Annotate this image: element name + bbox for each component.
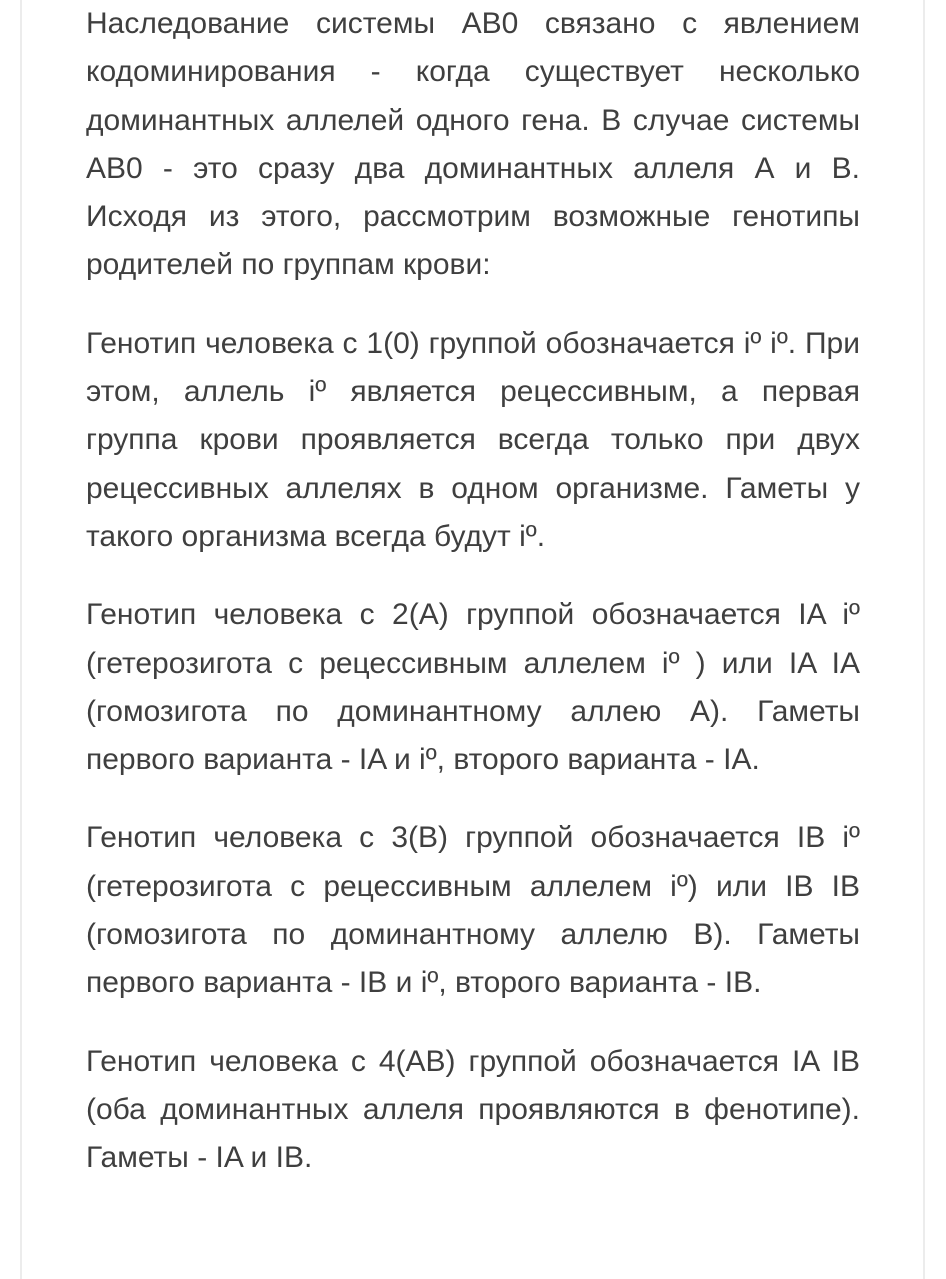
paragraph-group-2: Генотип человека с 2(A) группой обозначается IA iº (гетерозигота с рецессивным аллелем iº ) или IA IA (гомозигота по доминантному аллею А). Гаметы первого варианта - IA и iº, второго варианта - IA. bbox=[86, 598, 860, 777]
paragraph-group-1: Генотип человека с 1(0) группой обозначается iº iº. При этом, аллель iº является рецессивным, а первая группа крови проявляется всегда только при двух рецессивных аллелях в одном организме. Гаметы у такого организма всегда будут iº. bbox=[86, 326, 860, 553]
article-body bbox=[86, 0, 860, 1183]
paragraph-group-3: Генотип человека с 3(B) группой обозначается IB iº (гетерозигота с рецессивным аллелем iº) или IB IB (гомозигота по доминантному аллелю В). Гаметы первого варианта - IB и iº, второго варианта - IB. bbox=[86, 821, 860, 1000]
paragraph-group-4: Генотип человека с 4(AB) группой обозначается IA IB (оба доминантных аллеля проявляются в фенотипе). Гаметы - IA и IB. bbox=[86, 1044, 860, 1175]
paragraph-abo-intro: Наследование системы АВ0 связано с явлением кодоминирования - когда существует несколько доминантных аллелей одного гена. В случае системы АВ0 - это сразу два доминантных аллеля А и В. Исходя из этого, рассмотрим возможные генотипы родителей по группам крови: bbox=[86, 7, 860, 282]
